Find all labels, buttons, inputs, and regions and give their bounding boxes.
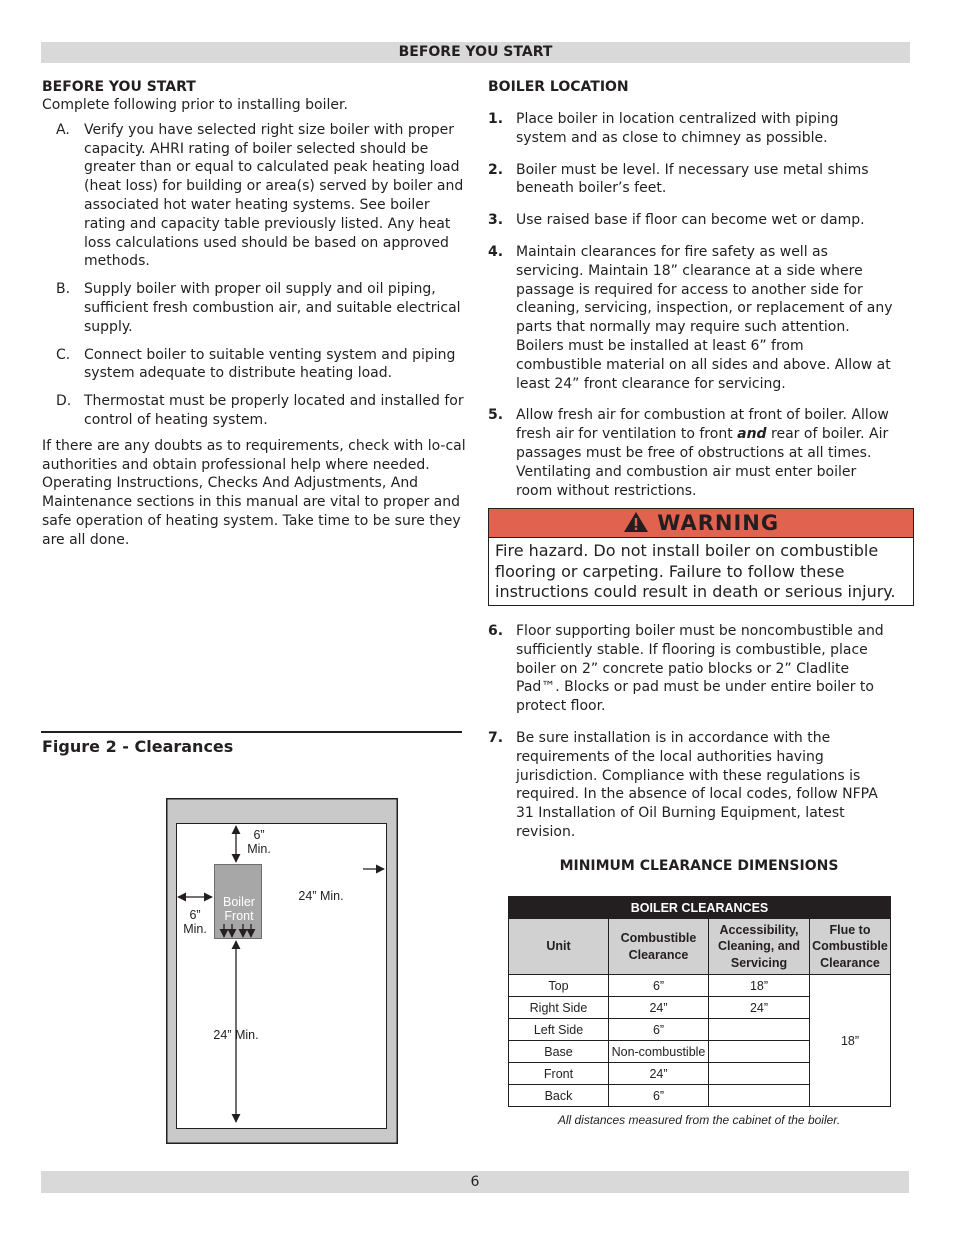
list-item: 7. Be sure installation is in accordance with the requirements of the local authorities having jurisdiction. Compliance with these regulations is required. In the absence of local codes, follow NFPA 31 Installation of Oil Burning Equipment, latest revision. — [488, 729, 878, 840]
column-header: Unit — [509, 919, 609, 975]
list-item: B. Supply boiler with proper oil supply and oil piping, sufficient fresh combustion air, and suitable electrical supply. — [56, 281, 461, 335]
clearance-diagram — [166, 798, 398, 1144]
warning-box — [488, 508, 914, 606]
before-closing: If there are any doubts as to requirements, check with lo-cal authorities and obtain professional help where needed. Operating Instructions, Checks And Adjustments, And Maintenance sections in this manual are vital to proper and safe operation of heating system. Take time to be sure they are all done. — [42, 437, 466, 548]
list-item: 4. Maintain clearances for fire safety as well as servicing. Maintain 18” clearance at a side where passage is required for access to another side for cleaning, servicing, inspection, or replacement of any parts that normally may require such attention. Boilers must be installed at least 6” from combustible material on all sides and above. Allow at least 24” front clearance for servicing. — [488, 243, 893, 392]
top-clearance-label: 6” — [253, 828, 265, 842]
list-item: 1. Place boiler in location centralized with piping system and as close to chimney as possible. — [488, 111, 839, 146]
section-header-title: BEFORE YOU START — [398, 44, 553, 60]
boiler-location-section — [488, 78, 893, 513]
table-row: Base Non-combustible — [509, 1041, 891, 1063]
list-item: 6. Floor supporting boiler must be noncombustible and sufficiently stable. If flooring is combustible, place boiler on 2” concrete patio blocks or 2” Cladlite Pad™. Blocks or pad must be under entire boiler to protect floor. — [488, 623, 884, 715]
top-clearance-label-min: Min. — [247, 842, 271, 856]
list-item: 2. Boiler must be level. If necessary use metal shims beneath boiler’s feet. — [488, 161, 869, 197]
page-number: 6 — [470, 1174, 480, 1190]
table-row: Right Side 24” 24” — [509, 997, 891, 1019]
table-section-title: MINIMUM CLEARANCE DIMENSIONS — [559, 858, 839, 874]
before-list — [42, 121, 467, 430]
table-row: Left Side 6” — [509, 1019, 891, 1041]
table-note: All distances measured from the cabinet of the boiler. — [557, 1113, 841, 1127]
boiler-label: Boiler — [223, 895, 255, 909]
list-item: 3. Use raised base if floor can become wet or damp. — [488, 212, 865, 229]
boiler-front-label: Front — [224, 909, 254, 923]
table-row: Back 6” — [509, 1085, 891, 1107]
figure-title: Figure 2 - Clearances — [42, 737, 234, 756]
before-heading: BEFORE YOU START — [42, 79, 196, 95]
left-clearance-label-min: Min. — [183, 922, 207, 936]
location-heading: BOILER LOCATION — [488, 79, 629, 95]
left-clearance-label: 6” — [189, 908, 201, 922]
front-clearance-label: 24” Min. — [213, 1028, 259, 1042]
list-item: A. Verify you have selected right size boiler with proper capacity. AHRI rating of boiler selected should be greater than or equal to calculated peak heating load (heat loss) for building or area(s) served by boiler and associated hot water heating systems. See boiler rating and capacity table previously listed. Any heat loss calculations used should be based on approved methods. — [56, 121, 464, 270]
list-item: D. Thermostat must be properly located and installed for control of heating system. — [56, 393, 464, 428]
boiler-clearances-table — [508, 896, 891, 1107]
warning-label: WARNING — [657, 511, 780, 535]
before-intro: Complete following prior to installing boiler. — [42, 97, 348, 113]
footer-band — [41, 1171, 909, 1193]
table-row: Front 24” — [509, 1063, 891, 1085]
location-list-continued — [488, 622, 893, 842]
column-header: Flue to Combustible Clearance — [810, 919, 891, 975]
warning-header — [489, 509, 913, 538]
warning-triangle-icon — [623, 511, 649, 533]
section-header-band — [41, 42, 910, 63]
location-list — [488, 110, 893, 500]
table-title: BOILER CLEARANCES — [509, 897, 891, 919]
flue-clearance-cell: 18” — [810, 975, 891, 1107]
column-header: Accessibility, Cleaning, and Servicing — [709, 919, 810, 975]
warning-text: Fire hazard. Do not install boiler on combustible flooring or carpeting. Failure to follow these instructions could result in death or serious injury. — [495, 541, 896, 601]
boiler-location-continued — [488, 622, 893, 855]
room-floor-area — [177, 824, 387, 1129]
right-clearance-label: 24” Min. — [298, 889, 344, 903]
figure-divider — [41, 731, 462, 733]
before-you-start-section — [42, 78, 467, 550]
list-item: 5. Allow fresh air for combustion at front of boiler. Allow fresh air for ventilation to front and rear of boiler. Air passages must be free of obstructions at all times. Ventilating and combustion air must enter boiler room without restrictions. — [488, 407, 889, 499]
list-item: C. Connect boiler to suitable venting system and piping system adequate to distribute heating load. — [56, 346, 456, 382]
column-header: Combustible Clearance — [609, 919, 709, 975]
table-row: Top 6” 18” 18” — [509, 975, 891, 997]
